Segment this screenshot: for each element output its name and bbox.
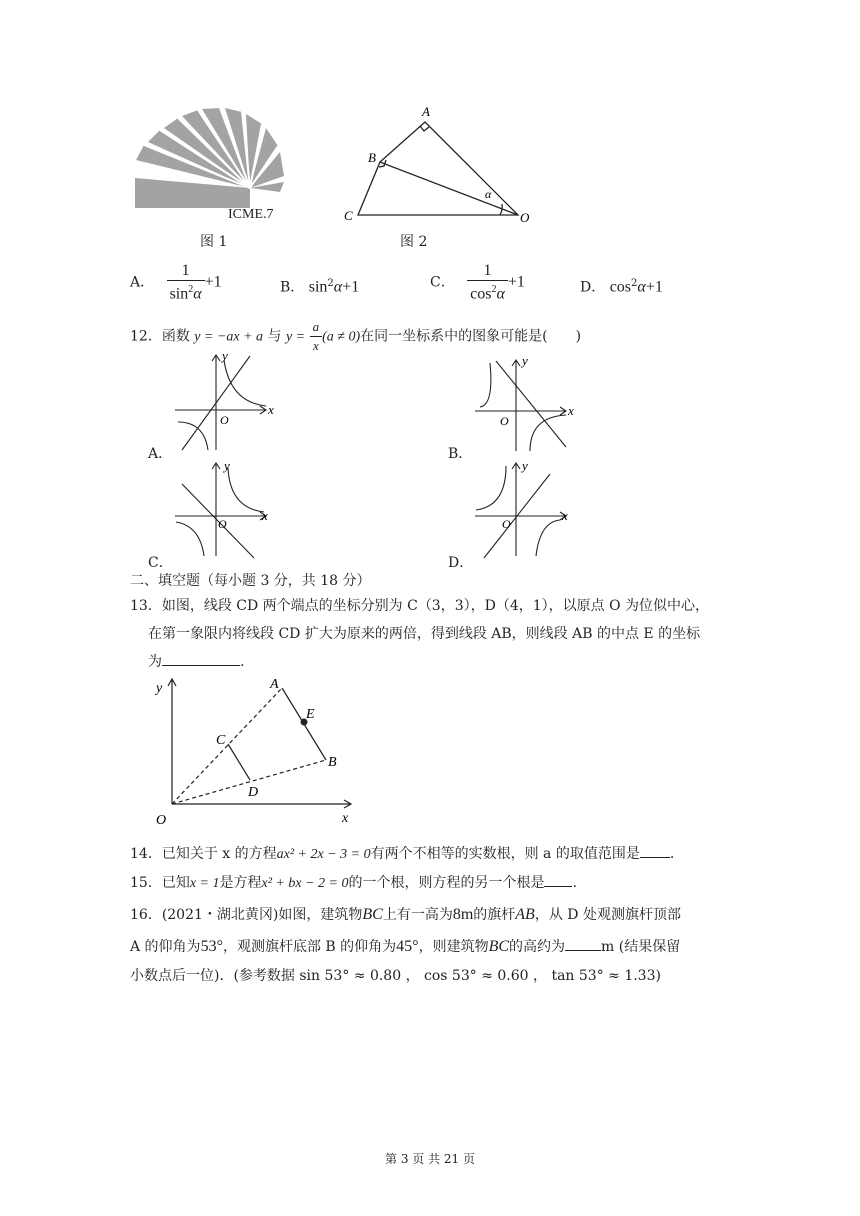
q11-option-b: B． $\sin^2\alpha+1$ xyxy=(280,278,360,296)
svg-text:y: y xyxy=(522,355,528,368)
q15-question: 15．已知x = 1是方程x² + bx − 2 = 0的一个根，则方程的另一个根是 . xyxy=(130,875,577,891)
icme-logo-label: ICME.7 xyxy=(228,207,274,222)
svg-text:A: A xyxy=(270,677,279,692)
q12-graph-c xyxy=(170,460,280,560)
point-c-label: C xyxy=(344,208,353,223)
q12-option-b: B． xyxy=(448,446,473,462)
svg-text:x: x xyxy=(268,402,274,417)
page-footer: 第 3 页 共 21 页 xyxy=(385,1152,475,1166)
point-o-label: O xyxy=(520,210,530,225)
q15-answer-blank[interactable] xyxy=(544,886,572,887)
triangle-figure xyxy=(340,100,540,230)
q12-graph-a xyxy=(170,350,280,455)
q13-coordinate-figure xyxy=(150,672,365,832)
svg-text:O: O xyxy=(502,517,511,531)
point-b-label: B xyxy=(368,150,376,165)
svg-text:B: B xyxy=(328,755,337,770)
q11-option-d: D． $\cos^2\alpha+1$ xyxy=(580,278,663,296)
q12-option-a: A． xyxy=(148,446,173,462)
q16-answer-blank[interactable] xyxy=(565,950,601,951)
q11-option-c: C． $\frac{1}{\cos^2\alpha}$ +1 xyxy=(430,262,525,303)
svg-text:x: x xyxy=(342,811,349,826)
q13-answer-blank[interactable] xyxy=(162,665,240,666)
point-a-label: A xyxy=(422,104,430,119)
q12-graph-b xyxy=(470,355,580,455)
svg-text:O: O xyxy=(156,813,167,828)
figure-2-caption: 图 2 xyxy=(400,234,428,250)
svg-text:x: x xyxy=(568,403,574,418)
icme-logo-figure xyxy=(130,100,290,215)
svg-text:D: D xyxy=(248,785,259,800)
svg-text:E: E xyxy=(306,707,315,722)
angle-alpha-label: α xyxy=(485,187,492,201)
svg-text:y: y xyxy=(522,460,528,473)
svg-text:C: C xyxy=(216,733,226,748)
svg-text:y: y xyxy=(156,681,163,696)
q12-option-c: C． xyxy=(148,555,173,571)
q16-line-3: 小数点后一位)．(参考数据 sin 53° ≈ 0.80 ， cos 53° ≈ 0.60 ， tan 53° ≈ 1.33) xyxy=(130,968,661,984)
q13-line-1: 13．如图，线段 CD 两个端点的坐标分别为 C（3，3），D（4，1），以原点 O 为位似中心， xyxy=(130,598,710,614)
q12-option-d: D． xyxy=(448,555,474,571)
svg-text:O: O xyxy=(218,517,227,531)
q14-answer-blank[interactable] xyxy=(640,857,670,858)
q14-question: 14．已知关于 x 的方程ax² + 2x − 3 = 0有两个不相等的实数根，则 a 的取值范围是 . xyxy=(130,846,675,862)
q13-line-3: 为 . xyxy=(148,654,245,670)
section-2-heading: 二、填空题（每小题 3 分，共 18 分） xyxy=(130,573,371,589)
figure-1-caption: 图 1 xyxy=(200,234,228,250)
q16-line-1: 16．(2021・湖北黄冈)如图，建筑物BC上有一高为8m的旗杆AB，从 D 处观测旗杆顶部 xyxy=(130,906,681,923)
q12-question: 12．函数 y = −ax + a 与 y = $\frac{a}{x}$ (a ≠ 0)在同一坐标系中的图象可能是( ) xyxy=(130,319,582,353)
q11-option-a: A． $\frac{1}{\sin^2\alpha}$ +1 xyxy=(130,262,222,303)
q12-graph-d xyxy=(470,460,580,560)
svg-text:O: O xyxy=(500,414,509,428)
q16-line-2: A 的仰角为53°，观测旗杆底部 B 的仰角为45°，则建筑物BC的高约为 m (结果保留 xyxy=(130,938,681,955)
svg-text:y: y xyxy=(222,350,228,363)
svg-text:y: y xyxy=(224,460,230,473)
svg-text:x: x xyxy=(262,508,268,523)
svg-text:x: x xyxy=(562,508,568,523)
q13-line-2: 在第一象限内将线段 CD 扩大为原来的两倍，得到线段 AB，则线段 AB 的中点 E 的坐标 xyxy=(148,626,701,642)
svg-text:O: O xyxy=(220,413,229,427)
